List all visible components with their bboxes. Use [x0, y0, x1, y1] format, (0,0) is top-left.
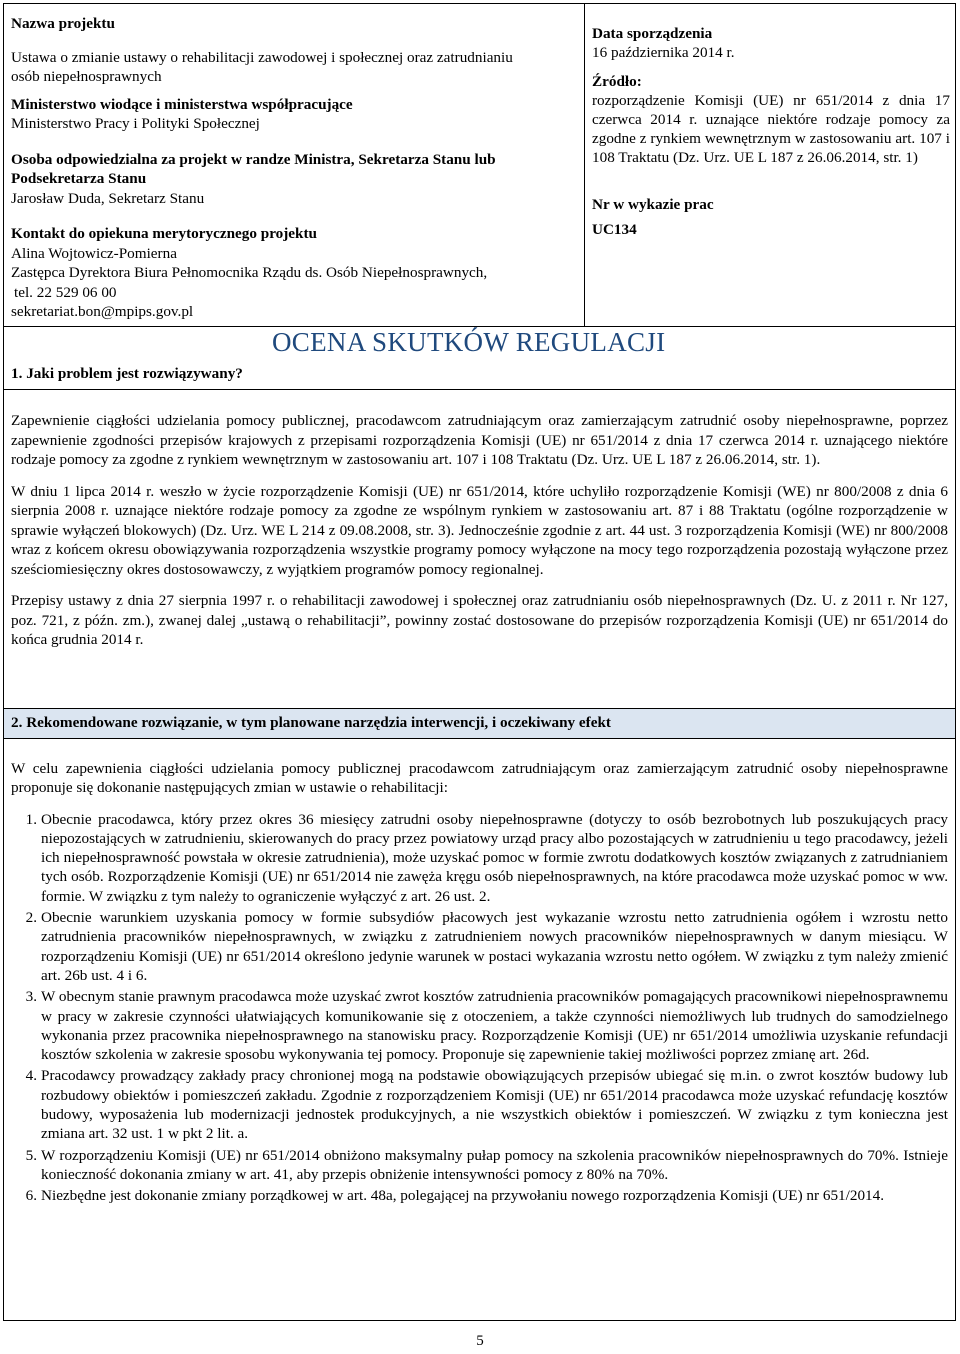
section2-bottom-rule	[3, 738, 956, 739]
list-item-text: Obecnie warunkiem uzyskania pomocy w formie subsydiów płacowych jest wykazanie wzrostu netto zatrudnienia ogółem i wzrostu netto zatrudnienia pracowników niepełnosprawnych, w związku z zatrudnieniem nowych pracowników niepełnosprawnych w danym miesiącu. W rozporządzeniu Komisji (UE) nr 651/2014 określono jedynie warunek w postaci wykazania wzrostu netto ogółem. W związku z tym należy zmienić art. 26b ust. 4 i 6.	[41, 909, 948, 984]
section1-body	[11, 411, 948, 662]
list-item	[11, 1066, 948, 1143]
contact-role: Zastępca Dyrektora Biura Pełnomocnika Rządu ds. Osób Niepełnosprawnych,	[11, 264, 488, 281]
section1-rule	[3, 389, 956, 390]
header-divider	[584, 3, 585, 326]
source-label: Źródło:	[592, 73, 642, 90]
header-left-column	[11, 14, 576, 322]
source-value: rozporządzenie Komisji (UE) nr 651/2014 z dnia 17 czerwca 2014 r. uznające niektóre rodzaje pomocy za zgodne z rynkiem wewnętrznym w zastosowaniu art. 107 i 108 Traktatu (Dz. Urz. UE L 187 z 26.06.2014, str. 1)	[592, 92, 950, 166]
recommendation-list	[11, 810, 948, 1206]
list-item	[11, 1146, 948, 1185]
list-item	[11, 987, 948, 1064]
list-item	[11, 908, 948, 985]
list-item-number: 3.	[25, 988, 37, 1006]
section1-paragraph: W dniu 1 lipca 2014 r. weszło w życie rozporządzenie Komisji (UE) nr 651/2014, które uchyliło rozporządzenie Komisji (WE) nr 800/2008 z dnia 6 sierpnia 2008 r. uznające niektóre rodzaje pomocy za zgodne ze wspólnym rynkiem w zastosowaniu art. 87 i 88 Traktatu (ogólne rozporządzenie w sprawie wyłączeń blokowych) (Dz. Urz. WE L 214 z 09.08.2008, str. 3). Jednocześnie zgodnie z art. 44 ust. 3 rozporządzenia Komisji (WE) nr 800/2008 wraz z końcem okresu obowiązywania rozporządzenia wszystkie programy pomocy wyłączone na mocy tego rozporządzenia pozostają wyłączone przez sześciomiesięczny okres dostosowawczy, z wyjątkiem programów pomocy regionalnej.	[11, 482, 948, 578]
list-item-number: 2.	[25, 909, 37, 927]
responsible-value: Jarosław Duda, Sekretarz Stanu	[11, 189, 205, 207]
section2-intro: W celu zapewnienia ciągłości udzielania pomocy publicznej pracodawcom zatrudniającym oraz zamierzającym zatrudnić osoby niepełnosprawne proponuje się dokonanie następujących zmian w ustawie o rehabilitacji:	[11, 760, 948, 797]
list-item-text: Niezbędne jest dokonanie zmiany porządkowej w art. 48a, polegającej na przywołaniu nowego rozporządzenia Komisji (UE) nr 651/2014.	[41, 1187, 885, 1205]
responsible-label: Osoba odpowiedzialna za projekt w randze Ministra, Sekretarza Stanu lub Podsekretarza Stanu	[11, 150, 496, 187]
list-item-number: 6.	[25, 1187, 37, 1205]
ministries-label: Ministerstwo wiodące i ministerstwa współpracujące	[11, 95, 353, 113]
contact-label: Kontakt do opiekuna merytorycznego projektu	[11, 225, 317, 242]
date-label: Data sporządzenia	[592, 25, 713, 42]
date-value: 16 października 2014 r.	[592, 44, 735, 61]
contact-email: sekretariat.bon@mpips.gov.pl	[11, 303, 194, 320]
page-number: 5	[476, 1333, 484, 1349]
section1-title: 1. Jaki problem jest rozwiązywany?	[11, 365, 243, 382]
list-item	[11, 810, 948, 906]
header-right-column	[592, 24, 950, 239]
list-item-text: W rozporządzeniu Komisji (UE) nr 651/2014 obniżono maksymalny pułap pomocy na szkolenia pracowników niepełnosprawnych do 70%. Istnieje konieczność dokonania zmiany w art. 41, aby przepis obniżenie intensywności pomocy z 80% na 70%.	[41, 1146, 948, 1183]
project-label: Nazwa projektu	[11, 15, 115, 32]
list-item-number: 5.	[25, 1146, 37, 1164]
list-item-number: 4.	[25, 1067, 37, 1085]
contact-phone: tel. 22 529 06 00	[14, 283, 117, 301]
list-number-label: Nr w wykazie prac	[592, 196, 714, 213]
section2-body	[11, 759, 948, 1208]
list-item-number: 1.	[25, 810, 37, 828]
section2-title: 2. Rekomendowane rozwiązanie, w tym planowane narzędzia interwencji, i oczekiwany efekt	[11, 714, 611, 731]
section2-top-rule	[3, 708, 956, 709]
section1-paragraph: Przepisy ustawy z dnia 27 sierpnia 1997 r. o rehabilitacji zawodowej i społecznej oraz zatrudnianiu osób niepełnosprawnych (Dz. U. z 2011 r. Nr 127, poz. 721, z późn. zm.), zwanej dalej „ustawą o rehabilitacji”, powinny zostać dostosowane do przepisów rozporządzenia Komisji (UE) nr 651/2014 do końca grudnia 2014 r.	[11, 592, 948, 648]
list-number-value: UC134	[592, 221, 637, 238]
section1-paragraph: Zapewnienie ciągłości udzielania pomocy publicznej, pracodawcom zatrudniającym oraz zamierzającym zatrudnić osoby niepełnosprawne, poprzez zapewnienie zgodności przepisów krajowych z przepisami rozporządzenia Komisji (UE) nr 651/2014 z dnia 17 czerwca 2014 r. uznającego niektóre rodzaje pomocy za zgodne z rynkiem wewnętrznym w zastosowaniu art. 107 i 108 Traktatu (Dz. Urz. UE L 187 z 26.06.2014, str. 1).	[11, 412, 948, 468]
document-title: OCENA SKUTKÓW REGULACJI	[272, 327, 666, 357]
list-item-text: Pracodawcy prowadzący zakłady pracy chronionej mogą na podstawie obowiązujących przepisów ubiegać się m.in. o zwrot kosztów budowy lub rozbudowy obiektów i pomieszczeń zakładu. Zgodnie z rozporządzeniem Komisji (UE) nr 651/2014 pracodawca może uzyskać refundację kosztów budowy, wyposażenia lub modernizacji jednostek produkcyjnych, a nie wszystkich obiektów i pomieszczeń. W związku z tym konieczna jest zmiana art. 32 ust. 1 w pkt 2 lit. a.	[41, 1067, 948, 1143]
contact-name: Alina Wojtowicz-Pomierna	[11, 244, 177, 262]
list-item	[11, 1186, 948, 1205]
list-item-text: Obecnie pracodawca, który przez okres 36 miesięcy zatrudni osoby niepełnosprawne (dotyczy to osób bezrobotnych lub poszukujących pracy niepozostających w zatrudnieniu, skierowanych do pracy przez powiatowy urząd pracy albo pozostających w zatrudnieniu u tego pracodawcy, jeżeli ich niepełnosprawność powstała w okresie zatrudnienia), może uzyskać pomoc w formie zwrotu dodatkowych kosztów związanych z zatrudnianiem tych osób. Rozporządzenie Komisji (UE) nr 651/2014 nie zawęża kręgu osób niepełnosprawnych, na które pracodawca może uzyskać pomoc w ww. formie. W związku z tym należy to ograniczenie wyłączyć z art. 26 ust. 2.	[41, 810, 948, 905]
ministries-value: Ministerstwo Pracy i Polityki Społecznej	[11, 115, 260, 132]
project-name: Ustawa o zmianie ustawy o rehabilitacji zawodowej i społecznej oraz zatrudnianiu osób niepełnosprawnych	[11, 48, 513, 85]
list-item-text: W obecnym stanie prawnym pracodawca może uzyskać zwrot kosztów zatrudnienia pracowników pomagających pracownikowi niepełnosprawnemu w pracy w zakresie czynności ułatwiających komunikowanie się z otoczeniem, a także czynności niemożliwych lub trudnych do samodzielnego wykonania przez pracownika niepełnosprawnego na stanowisku pracy. Rozporządzenie Komisji (UE) nr 651/2014 umożliwia uzyskanie refundacji kosztów szkolenia w zakresie sposobu wykonywania tej pomocy. Proponuje się zapewnienie takiej możliwości poprzez zmianę art. 26d.	[41, 988, 948, 1064]
